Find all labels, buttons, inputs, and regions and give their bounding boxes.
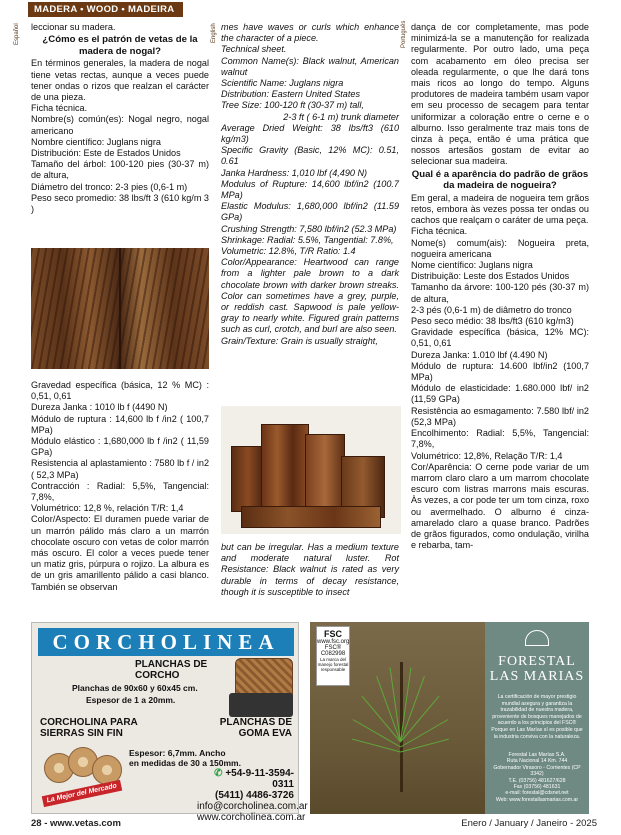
ad-saw-specs (129, 748, 241, 768)
column-portuguese (411, 22, 589, 551)
text: Janka Hardness: 1,010 lbf (4,490 N) (221, 167, 368, 178)
ad-cork-thickness: Espesor de 1 a 20mm. (86, 695, 176, 705)
forestal-logo-icon (525, 630, 549, 646)
text: Contracción : Radial: 5,5%, Tangencial: 7,8%, (31, 480, 209, 503)
text: En términos generales, la madera de nogal tiene vetas rectas, aunque a veces puede tener ondas o rizos que realzan el carácter de una pieza. (31, 58, 209, 102)
text: Módulo de ruptura: 14.600 lbf/in2 (100,7 MPa) (411, 360, 589, 383)
text: en medidas de 30 a 150mm. (129, 758, 241, 768)
text: Gravedad específica (básica, 12 % MC) : 0,51, 0,61 (31, 380, 209, 402)
ad-saw-title: CORCHOLINA PARA SIERRAS SIN FIN (40, 717, 138, 739)
text: Módulo de ruptura : 14,600 lb f /in2 ( 100,7 MPa) (31, 413, 209, 435)
website-link[interactable]: www.corcholinea.com.ar (197, 812, 306, 823)
text: Dureza Janka: 1.010 lbf (4.490 N) (411, 349, 548, 360)
text: Tree Size: 100-120 ft (30-37 m) tall, (221, 100, 364, 111)
ad-cork-sizes: Planchas de 90x60 y 60x45 cm. (72, 683, 198, 693)
walnut-board-photo (31, 248, 209, 369)
text: Peso seco médio: 38 lbs/ft3 (610 kg/m3) (411, 316, 574, 327)
text: Color/Appearance: Heartwood can range from a lighter pale brown to a dark chocolate brown with darker brown streaks. Color can sometimes have a grey, purple, or reddish cast. Sapwood is pale yellow-gray to nearly white. Figured grain patterns such as curl, crotch, and burl are also seen. (221, 257, 399, 335)
forestal-contact: Forestal Las Marías S.A. Ruta Nacional 14 Km. 744 Gobernador Virasoro - Corrientes (CP 3342) T.E. (03756) 481627/628 Fax (03756) 481631 e-mail: forestal@cdsnet.net Web: www.forestallasmarias.com.ar (489, 752, 585, 803)
best-market-badge: La Mejor del Mercado (42, 780, 122, 807)
language-label-pt: Português (401, 20, 407, 48)
fsc-logo: FSC www.fsc.org FSC® C082998 La marca del manejo forestal responsable (316, 626, 350, 686)
text: Color/Aspecto: El duramen puede variar de un marrón pálido más claro a un marrón chocolate oscuro con vetas de color marrón más oscuro. El color a veces puede tener un matiz gris, púrpura o rojizo. La albura es de un gris amarillento pálido a casi blanco. También se observan (31, 514, 209, 592)
text: Gravidade específica (básica, 12% MC): 0,51, 0,61 (411, 327, 589, 349)
text: Volumétrico: 12,8 %, relación T/R: 1,4 (31, 503, 184, 514)
ad-contact (197, 768, 308, 823)
forestal-description: La certificación de mayor prestigio mundial asegura y garantiza la trazabilidad de nuestra madera, proveniente de bosques manejados de acuerdo a los principios del FSC® Porque en Las Marías sí es posible que la industria conviva con la naturaleza. (491, 694, 583, 740)
text: Resistência ao esmagamento: 7.580 lbf/ in2 (52,3 MPa) (411, 405, 589, 427)
text: but can be irregular. Has a medium texture and moderate natural luster. Rot Resistance: Black walnut is rated as very durable in terms of decay resistance, though it is susceptible to insect (221, 542, 399, 597)
text: Distribution: Eastern United States (221, 89, 360, 100)
text: Scientific Name: Juglans nigra (221, 78, 344, 89)
whatsapp-number[interactable]: ✆ +54-9-11-3594-0311 (214, 768, 294, 790)
text: Volumetric: 12.8%, T/R Ratio: 1.4 (221, 246, 356, 257)
language-label-es: Español (14, 23, 20, 45)
text: Módulo de elasticidade: 1.680.000 lbf/ in2 (11,59 GPa) (411, 383, 589, 405)
ad-eva-title: PLANCHAS DE GOMA EVA (219, 717, 292, 739)
corcholinea-ad[interactable] (31, 622, 308, 823)
text: Average Dried Weight: 38 lbs/ft3 (610 kg/m3) (221, 122, 399, 145)
whatsapp-icon: ✆ (214, 768, 226, 779)
text: 2-3 pés (0,6-1 m) de diâmetro do tronco (411, 304, 572, 315)
phone-number[interactable]: (5411) 4486-3726 (215, 790, 294, 801)
heading: ¿Cómo es el patrón de vetas de la madera de nogal? (42, 34, 198, 57)
email-link[interactable]: info@corcholinea.com.ar (197, 801, 308, 812)
language-label-en: English (211, 23, 217, 43)
text: mes have waves or curls which enhance the character of a piece. (221, 22, 399, 44)
text: Modulus of Rupture: 14,600 lbf/in2 (100.7 MPa) (221, 178, 399, 201)
column-spanish-lower (31, 380, 209, 593)
section-header: MADERA • WOOD • MADEIRA (28, 2, 183, 17)
text: Nombre científico: Juglans nigra (31, 136, 161, 147)
text: Módulo elástico : 1,680,000 lb f /in2 ( 11,59 GPa) (31, 436, 209, 458)
text: 2-3 ft ( 6-1 m) trunk diameter (283, 111, 399, 122)
column-english-lower (221, 542, 399, 598)
forestal-brand: FORESTAL LAS MARIAS (489, 654, 585, 684)
footer-issue-date: Enero / January / Janeiro - 2025 (461, 818, 597, 829)
text: Encolhimento: Radial: 5,5%, Tangencial: 7,8%, (411, 428, 589, 450)
walnut-blocks-photo (221, 406, 401, 534)
forestal-email[interactable]: e-mail: forestal@cdsnet.net (505, 790, 569, 797)
text: Ficha técnica. (31, 103, 88, 114)
text: dança de cor completamente, mas pode minimizá-la se a manutenção for realizada regularmente. Por outro lado, uma peça com acabamento em óleo precisa ser oleada regularmente, o que lhe dará tons mais ricos ao longo do tempo. Alguns produtores de madeira também usam vapor em seu processo de secagem para tentar uniformizar a coloração entre o cerne e o alburno. Isso geralmente traz mais tons de cinza à peça, então é uma prática que nossos artesãos gostam de evitar ao selecionar sua madeira. (411, 22, 589, 167)
forestal-website[interactable]: Web: www.forestallasmarias.com.ar (495, 796, 579, 803)
forestal-las-marias-ad[interactable] (310, 622, 589, 814)
text: Volumétrico: 12,8%, Relação T/R: 1,4 (411, 450, 563, 461)
text: Diámetro del tronco: 2-3 pies (0,6-1 m) (31, 181, 188, 192)
text: Elastic Modulus: 1,680,000 lbf/in2 (11.59 GPa) (221, 201, 399, 223)
column-english (221, 22, 399, 347)
text: Common Name(s): Black walnut, American walnut (221, 55, 399, 77)
text: Technical sheet. (221, 44, 287, 55)
text: Distribución: Este de Estados Unidos (31, 148, 181, 159)
text: Peso seco promedio: 38 lbs/ft 3 (610 kg/m 3 ) (31, 192, 209, 215)
footer-page-site[interactable]: 28 - www.vetas.com (31, 818, 121, 829)
text: Crushing Strength: 7,580 lbf/in2 (52.3 MPa) (221, 223, 397, 234)
eva-sheet-image (229, 693, 293, 717)
forestal-panel (485, 622, 589, 814)
text: Nome científico: Juglans nigra (411, 260, 533, 271)
text: Em geral, a madeira de nogueira tem grãos retos, embora às vezes possa ter ondas ou cachos que realçam o caráter de uma peça. (411, 192, 589, 226)
text: Specific Gravity (Basic, 12% MC): 0.51, 0.61 (221, 145, 399, 167)
text: Dureza Janka : 1010 lb f (4490 N) (31, 402, 168, 413)
text: Cor/Aparência: O cerne pode variar de um marrom claro claro a um marrom chocolate escuro com listras marrons mais escuras. Às vezes, a cor pode ter um tom cinza, roxo ou avermelhado. O alburno é cinza-amarelado claro a quase branco. Padrões de grãos figurados, como ondulação, virilha e rebarba, tam- (411, 461, 589, 551)
text: leccionar su madera. (31, 22, 116, 32)
text: Espesor: 6,7mm. Ancho (129, 748, 226, 758)
column-spanish (31, 22, 209, 215)
text: Shrinkage: Radial: 5.5%, Tangential: 7.8%, (221, 234, 394, 245)
text: Distribuição: Leste dos Estados Unidos (411, 271, 570, 282)
ad-cork-title: PLANCHAS DE CORCHO (135, 659, 208, 681)
text: Grain/Texture: Grain is usually straight, (221, 335, 378, 346)
text: Resistencia al aplastamiento : 7580 lb f / in2 ( 52,3 MPa) (31, 458, 209, 480)
text: Ficha técnica. (411, 226, 468, 237)
corcholinea-logo: CORCHOLINEA (38, 628, 294, 656)
text: Nombre(s) común(es): Nogal negro, nogal americano (31, 114, 209, 136)
heading: Qual é a aparência do padrão de grãos da madeira de nogueira? (411, 168, 589, 192)
text: Tamaño del árbol: 100-120 pies (30-37 m) de altura, (31, 159, 209, 181)
text: Nome(s) comum(ais): Nogueira preta, nogueira americana (411, 237, 589, 259)
text: Tamanho da árvore: 100-120 pés (30-37 m) de altura, (411, 282, 589, 304)
